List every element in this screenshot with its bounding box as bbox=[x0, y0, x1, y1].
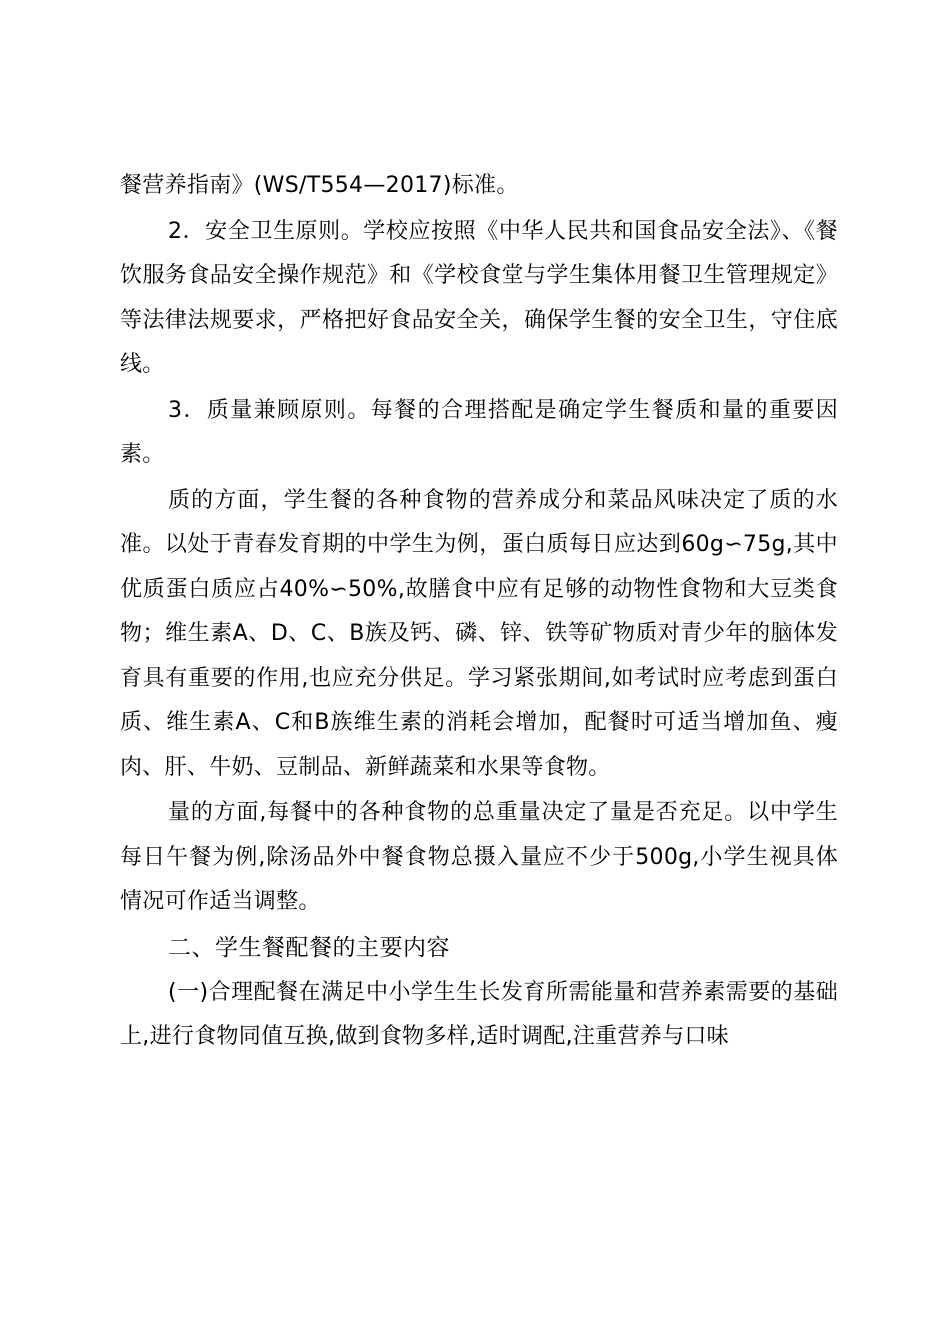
paragraph-quality-principle: 3．质量兼顾原则。每餐的合理搭配是确定学生餐质和量的重要因素。 bbox=[120, 397, 838, 467]
paragraph-safety-principle: 2．安全卫生原则。学校应按照《中华人民共和国食品安全法》、《餐饮服务食品安全操作规范》和《学校食堂与学生集体用餐卫生管理规定》等法律法规要求，严格把好食品安全关，确保学生餐的安全卫生，守住底线。 bbox=[120, 218, 838, 377]
section-heading: 二、学生餐配餐的主要内容 bbox=[168, 934, 450, 961]
paragraph-reasonable-catering: (一)合理配餐在满足中小学生生长发育所需能量和营养素需要的基础上,进行食物同值互换,做到食物多样,适时调配,注重营养与口味 bbox=[120, 979, 838, 1049]
paragraph-quality-aspect: 质的方面，学生餐的各种食物的营养成分和菜品风味决定了质的水准。以处于青春发育期的中学生为例，蛋白质每日应达到60g∽75g,其中优质蛋白质应占40%∽50%,故膳食中应有足够的动物性食物和大豆类食物；维生素A、D、C、B族及钙、磷、锌、铁等矿物质对青少年的脑体发育具有重要的作用,也应充分供足。学习紧张期间,如考试时应考虑到蛋白质、维生素A、C和B族维生素的消耗会增加，配餐时可适当增加鱼、瘦肉、肝、牛奶、豆制品、新鲜蔬菜和水果等食物。 bbox=[120, 487, 838, 780]
paragraph-continued: 餐营养指南》(WS/T554—2017)标准。 bbox=[120, 173, 519, 198]
document-body bbox=[120, 164, 838, 1060]
paragraph-quantity-aspect: 量的方面,每餐中的各种食物的总重量决定了量是否充足。以中学生每日午餐为例,除汤品外中餐食物总摄入量应不少于500g,小学生视具体情况可作适当调整。 bbox=[120, 800, 838, 914]
